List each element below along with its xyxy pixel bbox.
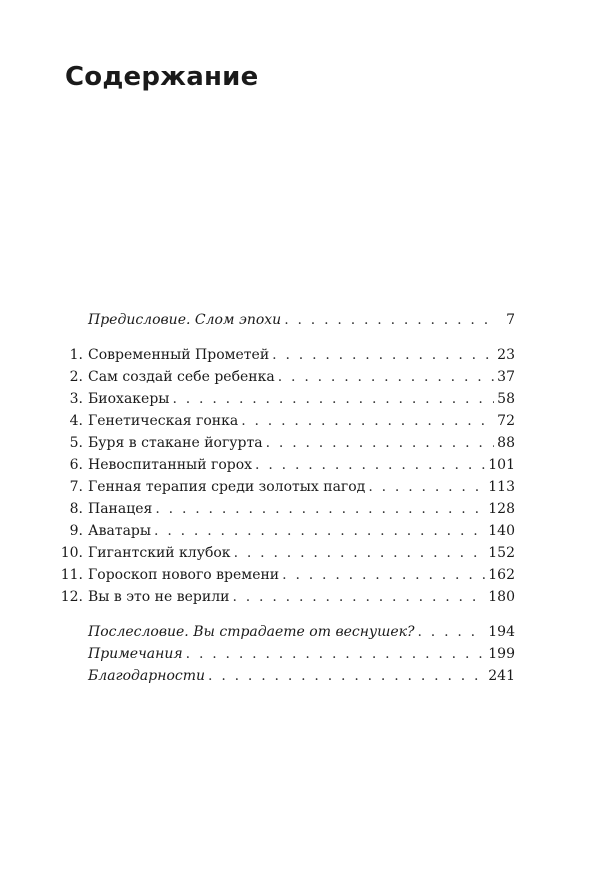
- toc-entry-page: 113: [488, 479, 515, 495]
- toc-entry-chapter-8: [59, 498, 515, 520]
- toc-entry-label: Буря в стакане йогурта: [88, 435, 263, 451]
- leader-dots: [272, 344, 494, 366]
- leader-dots: [241, 410, 494, 432]
- toc-entry-page: 101: [488, 457, 515, 473]
- chapter-number: 2.: [69, 369, 83, 385]
- leader-dots: [172, 388, 494, 410]
- toc-entry-chapter-5: [59, 432, 515, 454]
- toc-entry-label: Гигантский клубок: [88, 545, 231, 561]
- leader-dots: [234, 542, 486, 564]
- toc-entry-page: 180: [488, 589, 515, 605]
- toc-entry-page: 72: [497, 413, 515, 429]
- toc-entry-label: Генная терапия среди золотых пагод: [88, 479, 366, 495]
- leader-dots: [266, 432, 495, 454]
- toc-entry-chapter-6: [59, 454, 515, 476]
- toc-entry-label: Предисловие. Слом эпохи: [88, 312, 282, 328]
- leader-dots: [368, 476, 485, 498]
- toc-entry-page: 128: [488, 501, 515, 517]
- leader-dots: [154, 520, 485, 542]
- leader-dots: [417, 621, 485, 643]
- chapter-number: 3.: [69, 391, 83, 407]
- toc-entry-chapter-3: [59, 388, 515, 410]
- leader-dots: [155, 498, 485, 520]
- toc-entry-page: 241: [488, 668, 515, 684]
- toc-entry-label: Панацея: [88, 501, 153, 517]
- leader-dots: [186, 643, 486, 665]
- toc-entry-page: 152: [488, 545, 515, 561]
- chapter-number: 6.: [69, 457, 83, 473]
- chapter-number: 5.: [69, 435, 83, 451]
- toc-entry-label: Благодарности: [88, 668, 206, 684]
- toc-entry-chapter-1: [59, 344, 515, 366]
- chapter-number: 10.: [60, 545, 83, 561]
- chapter-number: 7.: [69, 479, 83, 495]
- chapter-number: 1.: [69, 347, 83, 363]
- leader-dots: [232, 586, 485, 608]
- leader-dots: [208, 665, 485, 687]
- chapter-number: 4.: [69, 413, 83, 429]
- chapter-number: 9.: [69, 523, 83, 539]
- toc-entry-chapter-11: [59, 564, 515, 586]
- chapter-number: 11.: [60, 567, 83, 583]
- toc-entry-label: Примечания: [88, 646, 183, 662]
- toc-entry-page: 194: [488, 624, 515, 640]
- toc-entry-chapter-9: [59, 520, 515, 542]
- toc-entry-page: 37: [497, 369, 515, 385]
- toc-entry-label: Послесловие. Вы страдаете от веснушек?: [88, 624, 415, 640]
- toc-entry-label: Аватары: [88, 523, 152, 539]
- toc-entry-chapter-2: [59, 366, 515, 388]
- toc-entry-chapter-4: [59, 410, 515, 432]
- chapter-number: 12.: [60, 589, 83, 605]
- toc-entry-label: Гороскоп нового времени: [88, 567, 280, 583]
- toc-entry-page: 23: [497, 347, 515, 363]
- toc-entry-page: 7: [506, 312, 515, 328]
- toc-entry-page: 140: [488, 523, 515, 539]
- toc-entry-label: Генетическая гонка: [88, 413, 239, 429]
- toc-entry-label: Современный Прометей: [88, 347, 270, 363]
- toc-entry-acknowledgements: [88, 665, 515, 687]
- toc-entry-chapter-10: [59, 542, 515, 564]
- toc-entry-chapter-12: [59, 586, 515, 608]
- toc-entry-page: 88: [497, 435, 515, 451]
- leader-dots: [282, 564, 485, 586]
- toc-entry-afterword: [88, 621, 515, 643]
- leader-dots: [255, 454, 485, 476]
- toc-entry-page: 58: [497, 391, 515, 407]
- leader-dots: [284, 309, 498, 331]
- toc-entry-label: Биохакеры: [88, 391, 170, 407]
- toc-entry-label: Вы в это не верили: [88, 589, 230, 605]
- page-title: Содержание: [65, 62, 259, 92]
- toc-entry-notes: [88, 643, 515, 665]
- chapter-number: 8.: [69, 501, 83, 517]
- toc-entry-label: Невоспитанный горох: [88, 457, 253, 473]
- toc-entry-page: 199: [488, 646, 515, 662]
- toc-entry-label: Сам создай себе ребенка: [88, 369, 275, 385]
- toc-entry-page: 162: [488, 567, 515, 583]
- toc-entry-preface: [88, 309, 515, 331]
- toc-entry-chapter-7: [59, 476, 515, 498]
- leader-dots: [278, 366, 494, 388]
